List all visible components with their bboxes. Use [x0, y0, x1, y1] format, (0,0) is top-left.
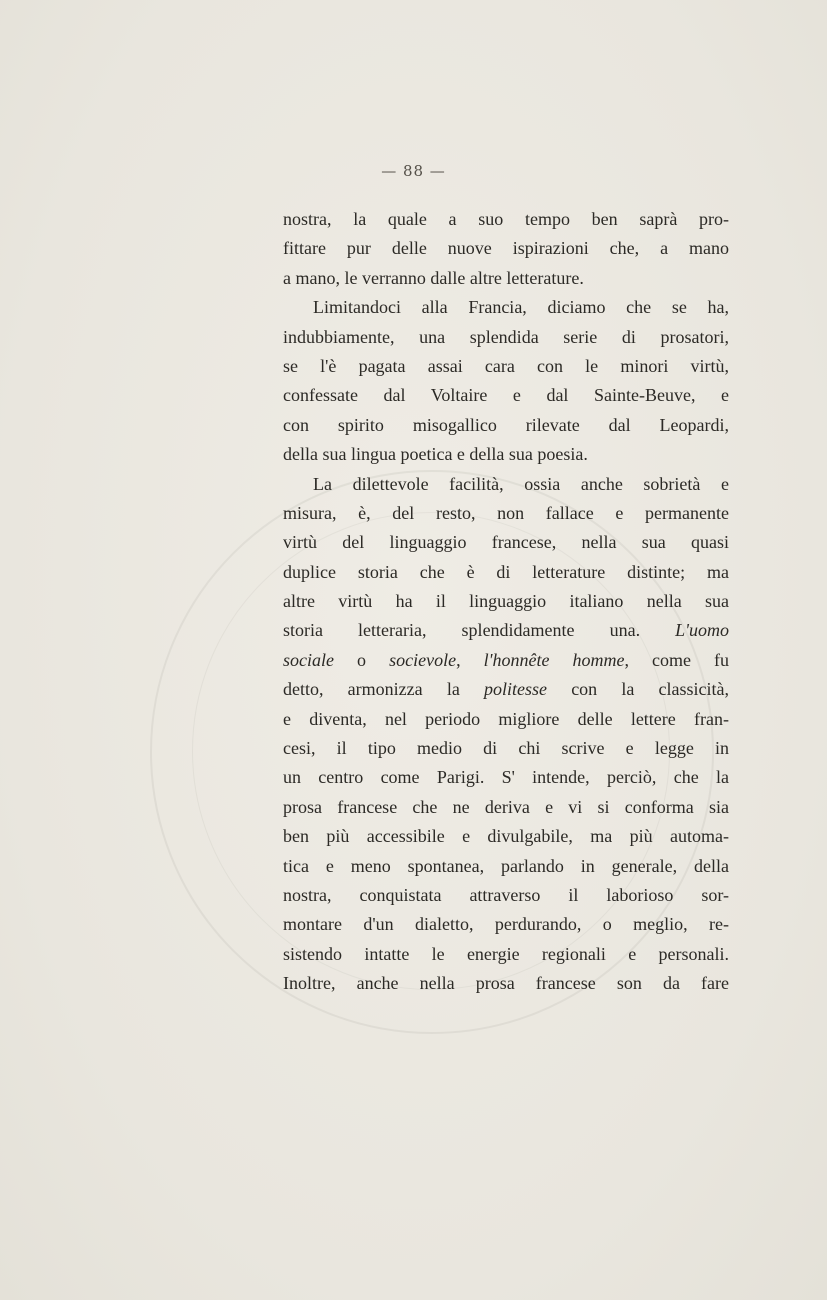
text-line: prosa francese che ne deriva e vi si conforma sia	[283, 796, 729, 817]
text-line: duplice storia che è di letterature distinte; ma	[283, 561, 729, 582]
italic-fragment: socievole	[389, 649, 457, 670]
text-line: Inoltre, anche nella prosa francese son da fare	[283, 973, 729, 994]
text-line: misura, è, del resto, non fallace e permanente	[283, 502, 729, 523]
text-line: virtù del linguaggio francese, nella sua quasi	[283, 532, 729, 553]
text-line: indubbiamente, una splendida serie di prosatori,	[283, 326, 729, 347]
text-line: un centro come Parigi. S' intende, perciò, che la	[283, 767, 729, 788]
text-line: e diventa, nel periodo migliore delle lettere fran-	[283, 708, 729, 729]
text-line: se l'è pagata assai cara con le minori virtù,	[283, 355, 729, 376]
text-fragment: storia letteraria, splendidamente una.	[283, 620, 641, 641]
text-line: nostra, la quale a suo tempo ben saprà pro-	[283, 209, 729, 229]
text-line: con spirito misogallico rilevate dal Leopardi,	[283, 414, 729, 435]
text-line: Limitandoci alla Francia, diciamo che se ha,	[313, 297, 729, 318]
italic-fragment: sociale	[283, 649, 334, 670]
text-line: fittare pur delle nuove ispirazioni che, a mano	[283, 238, 729, 259]
body-text	[283, 205, 729, 999]
text-fragment: detto, armonizza la	[283, 679, 460, 700]
text-line-mixed: sociale o socievole, l'honnête homme, come fu	[283, 649, 729, 670]
text-line: altre virtù ha il linguaggio italiano nella sua	[283, 591, 729, 612]
text-line: La dilettevole facilità, ossia anche sobrietà e	[313, 473, 729, 494]
text-line: nostra, conquistata attraverso il laborioso sor-	[283, 884, 729, 905]
text-line: sistendo intatte le energie regionali e personali.	[283, 943, 729, 964]
italic-fragment: politesse	[484, 679, 547, 700]
text-fragment: o	[357, 649, 367, 670]
text-line: della sua lingua poetica e della sua poesia.	[283, 444, 588, 465]
text-line-mixed	[283, 675, 729, 704]
text-fragment: con la classicità,	[571, 679, 729, 700]
text-fragment: , come fu	[624, 649, 729, 670]
italic-fragment: L'uomo	[675, 620, 729, 641]
text-line: cesi, il tipo medio di chi scrive e legge in	[283, 738, 729, 759]
text-line: montare d'un dialetto, perdurando, o meglio, re-	[283, 914, 729, 935]
text-line: confessate dal Voltaire e dal Sainte-Beuve, e	[283, 385, 729, 406]
text-line: tica e meno spontanea, parlando in generale, della	[283, 855, 729, 876]
italic-fragment: l'honnête homme	[483, 649, 625, 670]
page-number: — 88 —	[381, 162, 446, 180]
text-line-mixed	[283, 616, 729, 645]
text-line: a mano, le verranno dalle altre letterature.	[283, 267, 584, 288]
text-line: ben più accessibile e divulgabile, ma più automa-	[283, 826, 729, 847]
